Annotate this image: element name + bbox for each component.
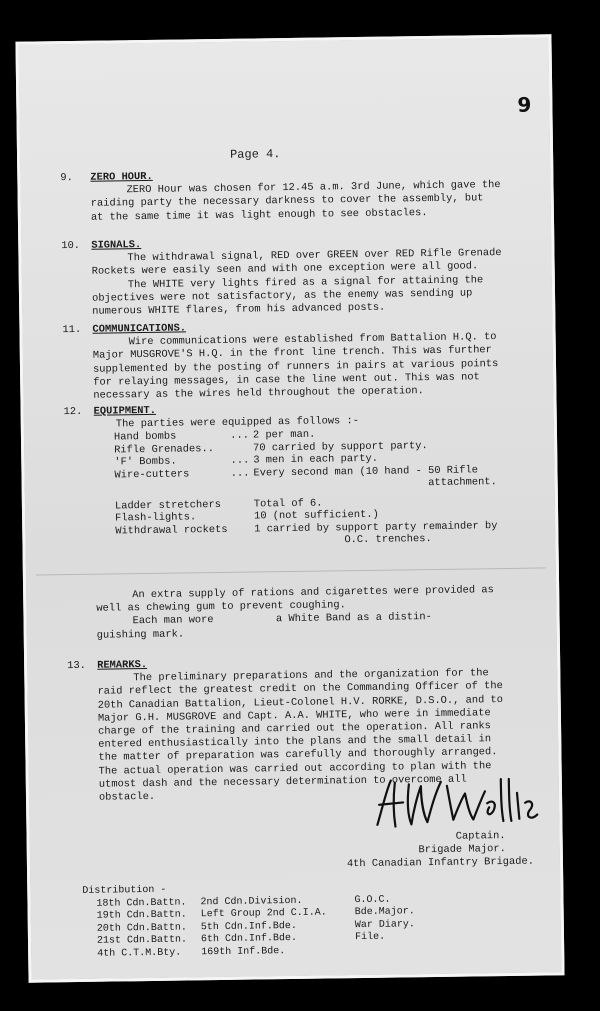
distribution-entry: 2nd Cdn.Division. bbox=[200, 895, 303, 908]
equipment-detail: 70 carried by support party. bbox=[253, 439, 428, 455]
equipment-dots bbox=[232, 536, 255, 549]
equipment-item: Ladder stretchers bbox=[114, 498, 222, 513]
section-equipment bbox=[64, 400, 532, 551]
equipment-dots: ... bbox=[230, 467, 250, 480]
distribution-col-battalions bbox=[96, 897, 187, 961]
remarks-line: 20th Canadian Battalion, Lieut-Colonel H.V. RORKE, D.S.O., and to bbox=[97, 693, 504, 712]
section-heading: SIGNALS. bbox=[91, 239, 142, 252]
distribution-col-formations bbox=[200, 895, 327, 960]
extra-line: Each man wore a White Band as a distin- bbox=[132, 611, 432, 628]
distribution-entry: Left Group 2nd C.I.A. bbox=[200, 907, 327, 921]
section-line: The WHITE very lights fired as a signal for attaining the bbox=[127, 273, 484, 291]
section-line: supplemented by the posting of runners in pairs at various points bbox=[92, 357, 499, 376]
distribution-label: Distribution - bbox=[82, 884, 167, 897]
equipment-table bbox=[114, 426, 502, 550]
extra-line: well as chewing gum to prevent coughing. bbox=[96, 599, 346, 615]
remarks-line: The actual operation was carried out according to plan with the bbox=[98, 759, 492, 778]
page-corner-number: 9 bbox=[517, 92, 532, 117]
equipment-item: Wire-cutters bbox=[114, 468, 190, 482]
equipment-dots bbox=[230, 442, 253, 455]
equipment-detail: 10 (not sufficient.) bbox=[253, 509, 379, 523]
section-communications bbox=[62, 318, 529, 404]
equipment-dots bbox=[231, 492, 254, 511]
distribution-entry: G.O.C. bbox=[354, 894, 391, 906]
section-line: raiding party the necessary darkness to cover the assembly, but bbox=[90, 192, 484, 211]
section-signals bbox=[61, 234, 528, 320]
equipment-item: Withdrawal rockets bbox=[115, 523, 228, 538]
handwritten-signature bbox=[369, 773, 540, 835]
distribution-entry: 21st Cdn.Battn. bbox=[96, 934, 188, 948]
distribution-entry: 19th Cdn.Battn. bbox=[96, 909, 187, 922]
distribution-col-internal bbox=[354, 894, 415, 958]
distribution-columns bbox=[96, 894, 415, 961]
remarks-line: utmost dash and the necessary determination to overcome all bbox=[98, 773, 467, 791]
equipment-detail: 1 carried by support party remainder by bbox=[254, 520, 498, 536]
remarks-line: charge of the training and carried out the operation. All ranks bbox=[98, 720, 491, 738]
section-line: necessary as the wires held throughout the operation. bbox=[93, 385, 424, 402]
section-number: 11. bbox=[62, 323, 82, 337]
section-line: Rockets were easily seen and with one exception were all good. bbox=[91, 260, 479, 279]
distribution-entry: File. bbox=[354, 932, 386, 944]
signature-rank: Captain. bbox=[455, 830, 506, 843]
distribution-entry: 20th Cdn.Battn. bbox=[96, 922, 187, 935]
equipment-detail: 2 per man. bbox=[252, 429, 316, 442]
remarks-line: entered enthusiastically into the plans and the small detail in bbox=[98, 733, 492, 751]
equipment-dots bbox=[231, 523, 254, 536]
equipment-item: Rifle Grenades.. bbox=[114, 442, 215, 457]
section-heading: EQUIPMENT. bbox=[93, 404, 157, 418]
equipment-dots bbox=[231, 511, 254, 524]
signature-unit: 4th Canadian Infantry Brigade. bbox=[346, 855, 535, 871]
section-number: 12. bbox=[63, 405, 83, 419]
distribution-entry: 18th Cdn.Battn. bbox=[96, 897, 187, 910]
section-heading: REMARKS. bbox=[97, 659, 148, 672]
section-line: objectives were not satisfactory, as the enemy was sending up bbox=[91, 287, 473, 305]
section-line: numerous WHITE flares, from his advanced posts. bbox=[92, 301, 386, 318]
section-heading: ZERO HOUR. bbox=[90, 170, 153, 184]
equipment-item: Flash-lights. bbox=[115, 511, 197, 525]
equipment-detail: 3 men in each party. bbox=[253, 453, 379, 467]
equipment-dots bbox=[231, 480, 254, 493]
distribution-entry: Bde.Major. bbox=[354, 906, 415, 919]
equipment-item: Hand bombs bbox=[113, 430, 177, 444]
signature-role: Brigade Major. bbox=[418, 843, 506, 857]
equipment-intro: The parties were equipped as follows :- bbox=[115, 415, 360, 431]
section-line: ZERO Hour was chosen for 12.45 a.m. 3rd June, which gave the bbox=[126, 179, 501, 197]
equipment-detail: Total of 6. bbox=[253, 497, 323, 511]
equipment-dots: ... bbox=[230, 454, 250, 468]
equipment-item bbox=[115, 536, 231, 550]
signature-block bbox=[346, 830, 534, 872]
distribution-entry: War Diary. bbox=[354, 919, 415, 931]
equipment-detail: Every second man (10 hand - 50 Rifle bbox=[253, 464, 479, 480]
remarks-line: obstacle. bbox=[98, 790, 156, 804]
section-number: 10. bbox=[61, 239, 81, 253]
extra-line: guishing mark. bbox=[96, 628, 185, 642]
page-label: Page 4. bbox=[229, 147, 281, 162]
section-number: 9. bbox=[60, 172, 73, 185]
remarks-line: the matter of preparation was carefully and thoroughly arranged. bbox=[98, 746, 498, 765]
section-line: The withdrawal signal, RED over GREEN over RED Rifle Grenade bbox=[127, 247, 502, 265]
section-number: 13. bbox=[67, 659, 86, 673]
distribution-entry: 6th Cdn.Inf.Bde. bbox=[200, 933, 298, 946]
distribution-entry: 4th C.T.M.Bty. bbox=[97, 947, 182, 960]
equipment-extra bbox=[66, 584, 533, 643]
remarks-line: The preliminary preparations and the organization for the bbox=[133, 667, 489, 685]
distribution-entry: 169th Inf.Bde. bbox=[201, 946, 286, 959]
section-line: Major MUSGROVE'S H.Q. in the front line trench. This was further bbox=[92, 344, 492, 363]
section-line: Wire communications were established from Battalion H.Q. to bbox=[128, 331, 497, 349]
section-heading: COMMUNICATIONS. bbox=[92, 322, 187, 336]
distribution-list bbox=[82, 881, 415, 961]
distribution-entry: 5th Cdn.Inf.Bde. bbox=[200, 920, 297, 934]
section-zero-hour bbox=[60, 166, 527, 225]
equipment-item: 'F' Bombs. bbox=[114, 455, 177, 469]
section-line: at the same time it was light enough to see obstacles. bbox=[90, 206, 428, 224]
equipment-detail: attachment. bbox=[428, 476, 497, 490]
equipment-dots: ... bbox=[230, 429, 250, 443]
extra-line: An extra supply of rations and cigarettes were provided as bbox=[132, 584, 494, 602]
remarks-line: raid reflect the greatest credit on the Commanding Officer of the bbox=[97, 680, 503, 699]
equipment-detail: O.C. trenches. bbox=[344, 533, 432, 547]
document-page bbox=[15, 34, 564, 982]
remarks-line: Major G.H. MUSGROVE and Capt. A.A. WHITE, who were in immediate bbox=[97, 707, 491, 725]
section-line: for relaying messages, in case the line went out. This was not bbox=[93, 371, 480, 389]
